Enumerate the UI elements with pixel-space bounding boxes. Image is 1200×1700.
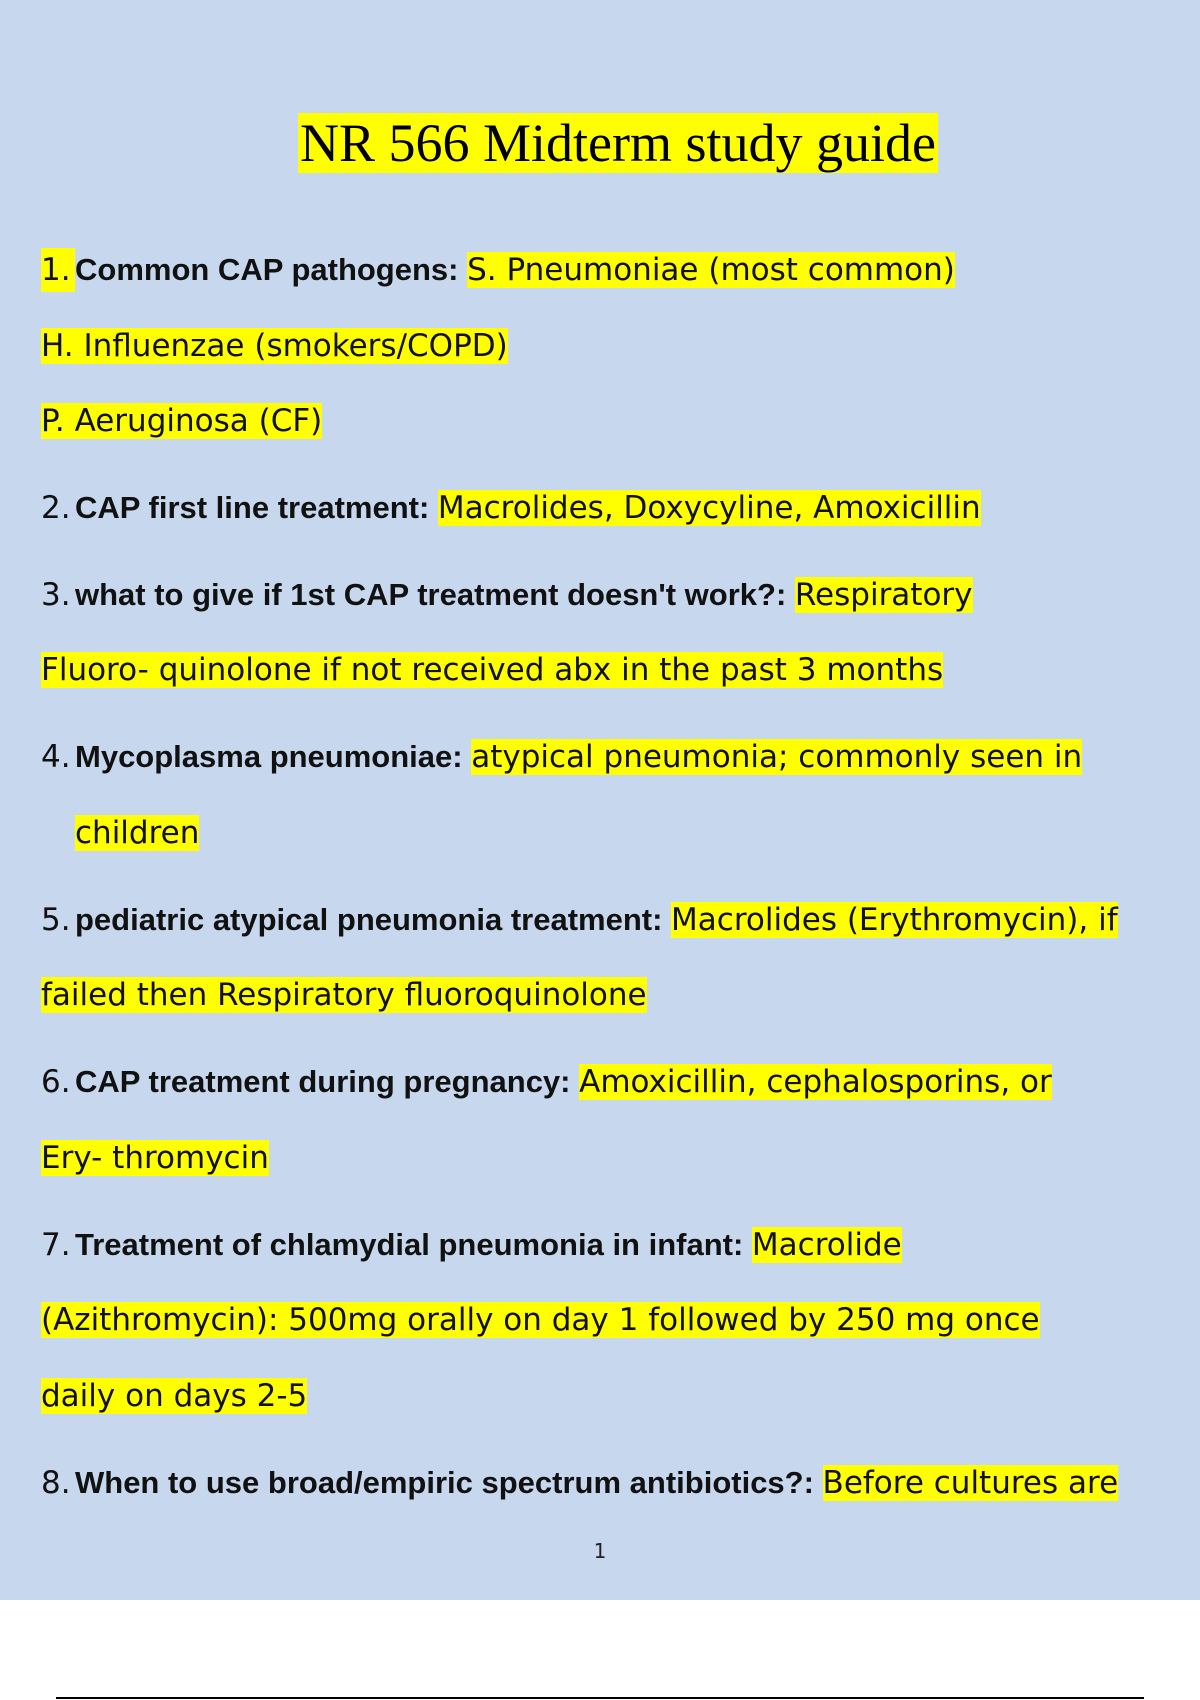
item-answer: atypical pneumonia; commonly seen in: [471, 739, 1083, 775]
item-4: [41, 735, 1082, 779]
item-7: [41, 1223, 902, 1267]
item-answer-continuation: children: [75, 815, 200, 851]
item-3-continuation: [41, 648, 943, 692]
item-question: CAP first line treatment:: [75, 490, 438, 525]
item-7-continuation: [41, 1298, 1040, 1342]
item-answer-continuation: failed then Respiratory fluoroquinolone: [41, 977, 647, 1013]
item-question: Common CAP pathogens:: [75, 252, 468, 287]
item-8: [41, 1461, 1118, 1505]
item-answer: Amoxicillin, cephalosporins, or: [579, 1064, 1052, 1100]
item-answer-continuation: Fluoro- quinolone if not received abx in the past 3 months: [41, 652, 944, 688]
item-answer: Macrolide: [751, 1227, 902, 1263]
item-7-continuation: [41, 1374, 307, 1418]
item-number: 1.: [41, 248, 75, 292]
item-question: Mycoplasma pneumoniae:: [75, 739, 472, 774]
item-question: pediatric atypical pneumonia treatment:: [75, 902, 672, 937]
item-answer-continuation: H. Influenzae (smokers/COPD): [41, 328, 508, 364]
item-answer: S. Pneumoniae (most common): [467, 252, 955, 288]
item-answer-continuation: Ery- thromycin: [41, 1140, 269, 1176]
item-answer: Macrolides, Doxycyline, Amoxicillin: [437, 490, 981, 526]
item-4-continuation: [75, 811, 199, 855]
item-question: Treatment of chlamydial pneumonia in infant:: [75, 1227, 752, 1262]
item-number: 5.: [41, 902, 71, 938]
document-title: [0, 108, 1200, 178]
item-question: CAP treatment during pregnancy:: [75, 1064, 580, 1099]
item-number: 2.: [41, 490, 71, 526]
item-question: what to give if 1st CAP treatment doesn't work?:: [75, 577, 795, 612]
item-3: [41, 573, 973, 617]
item-answer-continuation: (Azithromycin): 500mg orally on day 1 followed by 250 mg once: [41, 1302, 1040, 1338]
item-number: 6.: [41, 1064, 71, 1100]
item-number: 3.: [41, 577, 71, 613]
item-number: 7.: [41, 1227, 71, 1263]
footer-divider: [56, 1697, 1144, 1699]
item-number: 4.: [41, 739, 71, 775]
item-1-continuation: [41, 399, 322, 443]
page-number: 1: [593, 1539, 607, 1563]
item-2: [41, 486, 981, 530]
item-answer: Respiratory: [794, 577, 973, 613]
item-question: When to use broad/empiric spectrum antibiotics?:: [75, 1465, 823, 1500]
item-number: 8.: [41, 1465, 71, 1501]
item-answer-continuation: P. Aeruginosa (CF): [41, 403, 323, 439]
item-6-continuation: [41, 1136, 269, 1180]
item-answer: Macrolides (Erythromycin), if: [671, 902, 1118, 938]
item-answer-continuation: daily on days 2-5: [41, 1378, 308, 1414]
item-answer: Before cultures are: [822, 1465, 1119, 1501]
item-5-continuation: [41, 973, 647, 1017]
title-text: NR 566 Midterm study guide: [300, 113, 936, 173]
item-1: [41, 248, 955, 292]
item-1-continuation: [41, 324, 508, 368]
item-6: [41, 1060, 1052, 1104]
item-5: [41, 898, 1118, 942]
